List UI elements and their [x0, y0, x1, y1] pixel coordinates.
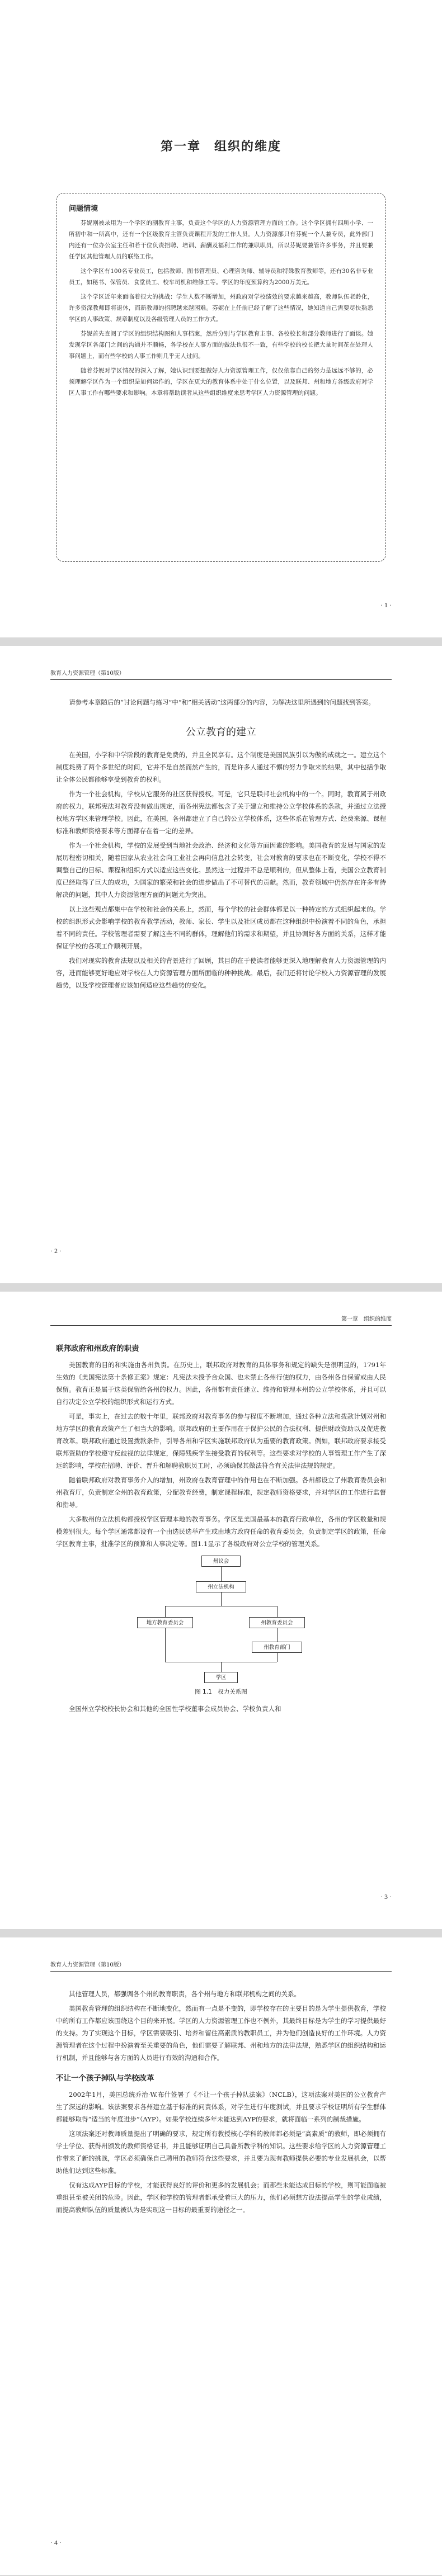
body-paragraph: 2002年1月，美国总统乔治·W.布什签署了《不让一个孩子掉队法案》（NCLB），这项法案对美国的公立教育产生了深远的影响。该法案要求各州建立基于标准的问责体系，对学生进行年度测试，并且要求学校证明所有学生群体都能够取得“适当的年度进步”（AYP）。如果学校连续多年未能达到AYP的要求，就将面临一系列的制裁措施。: [56, 2091, 386, 2123]
page-content: [56, 1988, 386, 2218]
case-paragraph: 芬妮首先查阅了学区的组织结构图和人事档案，然后分别与学区教育主事、各校校长和部分教师进行了面谈。她发现学区各部门之间的沟通并不顺畅，各学校在人事方面的做法也很不一致，有些学校的校长把大量时间花在处理人事问题上，而有些学校的人事工作则几乎无人过问。: [69, 330, 373, 360]
intro-paragraph: 请参考本章随后的“讨论问题与练习”中“和”相关活动”这两部分的内容，为解决这里所遇到的问题找到答案。: [69, 698, 375, 706]
section-title: 公立教育的建立: [186, 726, 256, 738]
page-content: [56, 1342, 386, 1717]
body-paragraph: 大多数州的立法机构都授权学区管理本地的教育事务。学区是美国最基本的教育行政单位，各州的学区数量和规模差别很大。每个学区通常都设有一个由选民选举产生或由地方政府任命的教育委员会，负责制定学区的政策，任命学区教育主事，批准学区的预算和人事决定等。图1.1显示了各级政府对公立学校的管理关系。: [56, 1515, 386, 1548]
running-header: 教育人力资源管理（第10版）: [50, 669, 392, 680]
page-content: [56, 696, 386, 994]
problem-situation-box: [56, 193, 386, 562]
case-box-title: 问题情境: [69, 205, 98, 213]
body-paragraph: 作为一个社会机构，学校的发展受到当地社会政治、经济和文化等方面因素的影响。美国教育的发展与国家的发展历程密切相关，随着国家从农业社会向工业社会再向信息社会转变，社会对教育的要求也在不断变化，学校不得不调整自己的目标、课程和组织方式以适应这些变化。虽然这一过程并不总是顺利的，但从整体上看，美国公立教育制度已经取得了巨大的成功，为国家的繁荣和社会的进步做出了不可替代的贡献。然而，教育领域中仍然存在许多有待解决的问题，其中人力资源管理方面的问题尤为突出。: [56, 842, 386, 899]
body-paragraph: 随着联邦政府对教育事务介入的增加，州政府在教育管理中的作用也在不断加强。各州都设立了州教育委员会和州教育厅，负责制定全州的教育政策，分配教育经费，制定课程标准，规定教师资格要求，并对学区的工作进行监督和指导。: [56, 1476, 386, 1509]
page-1: [0, 0, 442, 637]
body-paragraph: 美国教育的目的和实施由各州负责。在历史上，联邦政府对教育的具体事务和规定的缺失是很明显的，1791年生效的《美国宪法第十条修正案》规定：凡宪法未授予合众国、也未禁止各州行使的权力，由各州各自保留或由人民保留。教育正是属于这类保留给各州的权力。因此，各州都有责任建立、维持和管理本州的公立学校体系，并且可以自行决定公立学校的组织形式和运行方式。: [56, 1361, 386, 1406]
connector: [165, 1628, 166, 1662]
connector: [277, 1653, 278, 1662]
box-state-legislature: 州议会: [201, 1556, 241, 1567]
body-paragraph: 可是，事实上，在过去的数十年里，联邦政府对教育事务的参与程度不断增加，通过各种立法和拨款计划对州和地方学区的教育政策产生了相当大的影响。联邦政府的主要作用在于保护公民的合法权利、提供财政资助以及促进教育改革。联邦政府通过设置拨款条件，引导各州和学区实施联邦政府认为重要的教育政策。例如，联邦政府要求接受联邦资助的学校遵守反歧视的法律规定，保障残疾学生接受教育的权利等。这些要求对学校的人事管理工作产生了深远的影响，学校在招聘、评价、晋升和解聘教职员工时，必须确保其做法符合有关法律法规的规定。: [56, 1412, 386, 1469]
page-number: · 1 ·: [380, 601, 392, 609]
body-paragraph: 仅有达成AYP目标的学校，才能获得良好的评价和更多的发展机会；而那些未能达成目标的学校，则可能面临被重组甚至被关闭的危险。因此，学区和学校的管理者都承受着巨大的压力，他们必须想方设法提高学生的学业成绩，而提高教师队伍的质量被认为是实现这一目标的最重要的途径之一。: [56, 2181, 386, 2214]
connector: [221, 1592, 222, 1606]
chapter-title: 第一章 组织的维度: [160, 140, 281, 154]
body-paragraph: 全国州立学校校长协会和其他的全国性学校董事会成员协会、学校负责人和: [69, 1705, 281, 1713]
subsection-title: 不让一个孩子掉队与学校改革: [56, 2074, 154, 2083]
running-header: 第一章 组织的维度: [50, 1315, 392, 1326]
case-paragraph: 随着芬妮对学区情况的深入了解，她认识到要想做好人力资源管理工作，仅仅依靠自己的努力是远远不够的，必须理解学区作为一个组织是如何运作的，学区在更大的教育体系中处于什么位置，以及联邦、州和地方各级政府对学区人事工作有哪些要求和影响。本章将帮助读者从这些组织维度来思考学区人力资源管理的问题。: [69, 367, 373, 396]
running-header: 教育人力资源管理（第10版）: [50, 1961, 392, 1972]
page-number: · 4 ·: [50, 2539, 62, 2546]
page-number: · 3 ·: [380, 1893, 392, 1901]
box-local-school-board: 地方教育委员会: [137, 1617, 193, 1628]
case-paragraph: 这个学区近年来面临着很大的挑战：学生人数不断增加，州政府对学校绩效的要求越来越高，教师队伍老龄化，许多资深教师即将退休，而新教师的招聘越来越困难。芬妮在上任前已经了解了这些情况，她知道自己需要尽快熟悉学区的人事政策、规章制度以及各级管理人员的工作方式。: [69, 294, 373, 323]
connector: [165, 1606, 166, 1617]
subsection-title: 联邦政府和州政府的职责: [56, 1344, 139, 1353]
case-paragraph: 这个学区有100名专业员工，包括教师、图书管理员、心理咨询师、辅导员和特殊教育教师等，还有30名非专业员工，如秘书、保管员、食堂员工、校车司机和维修工等。学区的年度预算约为2000万美元。: [69, 268, 373, 286]
authority-relationship-diagram: [131, 1556, 311, 1684]
body-paragraph: 在美国，小学和中学阶段的教育是免费的，并且全民享有。这个制度是美国民族引以为傲的成就之一。建立这个制度耗费了两个多世纪的时间，它并不是自然而然产生的，而是许多人通过不懈的努力争取来的结果，其中包括争取让全体公民都能够享受到教育的权利。: [56, 751, 386, 783]
body-paragraph: 我们对现实的教育法规以及相关的背景进行了回顾，其目的在于使读者能够更深入地理解教育人力资源管理的内容，进而能够更好地应对学校在人力资源管理方面所面临的种种挑战。最后，我们还将讨论学校人力资源管理的发展趋势，以及学校管理者应该如何适应这些趋势的变化。: [56, 957, 386, 989]
body-paragraph: 美国教育管理的组织结构在不断地变化，然而有一点是不变的，即学校存在的主要目的是为学生提供教育，学校中的所有工作都应该围绕这个目的来开展。学区的人力资源管理工作也不例外，其最终目标是为学生的学习提供最好的支持。为了实现这个目标，学区需要吸引、培养和留住高素质的教职员工，并为他们创造良好的工作环境。人力资源管理者在这个过程中扮演着至关重要的角色，他们需要了解联邦、州和地方的法律法规，熟悉学区的组织结构和运行机制，并且能够与各方面的人员进行有效的沟通和合作。: [56, 2005, 386, 2062]
page-4: [0, 1937, 442, 2575]
box-state-legislative-body: 州立法机构: [196, 1581, 246, 1592]
page-number: · 2 ·: [50, 1247, 62, 1255]
connector: [221, 1662, 222, 1672]
box-state-board-of-education: 州教育委员会: [249, 1617, 305, 1628]
box-school-district: 学区: [204, 1672, 238, 1683]
body-paragraph: 作为一个社会机构，学校从它服务的社区获得授权。可是，它只是联邦社会机构中的一个。同时，教育属于州政府的权力，联邦宪法对教育没有做出规定，而各州宪法都包含了关于建立和维持公立学校体系的条款，并通过立法授权地方学区来管理学校。因此，在美国，各州都建立了自己的公立学校体系，这些体系在管理方式、经费来源、课程标准和教师资格要求等方面都存在着一定的差异。: [56, 790, 386, 835]
connector: [277, 1628, 278, 1642]
page-2: [0, 646, 442, 1283]
figure-caption: 图 1.1 权力关系图: [195, 1689, 247, 1695]
case-paragraph: 芬妮刚被录用为一个学区的副教育主事，负责这个学区的人力资源管理方面的工作。这个学区拥有四所小学、一所初中和一所高中，还有一个区级教育主管负责课程开发的工作人员。人力资源部只有芬妮一个人兼专员，此外部门内还有一位办公室主任和若干位负责招聘、培训、薪酬及福利工作的兼职职员，所以芬妮要兼管许多事务，并且要兼任学区其他管理人员的联络工作。: [69, 220, 373, 260]
connector: [277, 1606, 278, 1617]
box-state-education-department: 州教育部门: [252, 1642, 302, 1653]
connector: [221, 1567, 222, 1581]
body-paragraph: 其他管理人员，都强调各个州的教育职责，各个州与地方和联邦机构之间的关系。: [69, 1990, 300, 1998]
body-paragraph: 以上这些观点都集中在学校和社会的关系上，然而，每个学校的社会群体都是以一种特定的方式组织起来的。学校的组织形式会影响学校的教育教学活动，教师、家长、学生以及社区成员都在这种组织中扮演着不同的角色，承担着不同的责任。学校管理者需要了解这些不同的群体，理解他们的需求和期望，并且协调好各方面的关系，这样才能保证学校的各项工作顺利开展。: [56, 905, 386, 950]
page-3: [0, 1292, 442, 1929]
body-paragraph: 这项法案还对教师质量提出了明确的要求，规定所有教授核心学科的教师都必须是“高素质”的教师，即必须拥有学士学位、获得州颁发的教师资格证书，并且能够证明自己具备所教学科的知识。这些要求给学区的人力资源管理工作带来了新的挑战，学区必须确保自己聘用的教师符合这些要求，并且要为现有教师提供必要的专业发展机会，以帮助他们达到这些标准。: [56, 2130, 386, 2175]
